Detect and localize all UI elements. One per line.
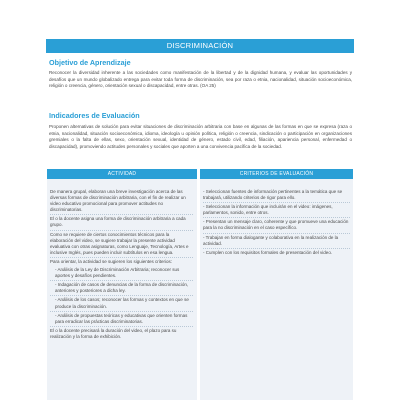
- criterio-item: - Seleccionan la información que incluirán en el video: imágenes, parlamentos, sonido, entre otros.: [203, 204, 350, 218]
- actividad-item: De manera grupal, elaboran una breve investigación acerca de las diversas formas de discriminación arbitraria, con el fin de realizar un video educativo promocional para promover actitudes no discriminatorias.: [50, 189, 193, 215]
- page-title: DISCRIMINACIÓN: [46, 39, 354, 53]
- criterio-item: - Trabajan en forma dialogante y colaborativa en la realización de la actividad.: [203, 235, 350, 249]
- actividad-header: ACTIVIDAD: [47, 169, 197, 179]
- actividad-item: Como se requiere de ciertos conocimientos técnicos para la elaboración del video, se sugiere trabajar la presente actividad evaluativa con otras asignaturas, como Lenguaje, Tecnología, Artes e inclusive Inglés, pues pueden incluir subtítulos en esa lengua.: [50, 232, 193, 258]
- actividad-list: [50, 189, 193, 342]
- criterios-list: [203, 189, 350, 258]
- actividad-item: Para orientar, la actividad se sugieren los siguientes criterios:: [50, 258, 173, 264]
- indicadores-heading: Indicadores de Evaluación: [49, 111, 140, 120]
- criterio-item: - Seleccionan fuentes de información pertinentes a la temática que se trabajará, utilizando criterios de rigor para ello.: [203, 189, 350, 203]
- criterios-header: CRITERIOS DE EVALUACIÓN: [200, 169, 353, 179]
- criterio-item: - Presentan un mensaje claro, coherente y que promueve una educación para la no discriminación en el caso específico.: [203, 219, 350, 233]
- criterio-item: - Cumplen con los requisitos formales de presentación del video.: [203, 249, 333, 255]
- actividad-criterion: - Análisis de los casos; reconocer las formas y contextos en que se produce la discriminación.: [50, 297, 193, 311]
- indicadores-text: Proponen alternativas de solución para evitar situaciones de discriminación arbitraria con base en algunas de las formas en que se expresa (raza o etnia, nacionalidad, situación socioeconómica, idioma, ideología u opinión política, religión o creencia, sindicación o participación en organizaciones gremiales o la falta de ellas, sexo, orientación sexual, identidad de género, estado civil, edad, filiación, apariencia personal, enfermedad o discapacidad), promoviendo actitudes personales y sociales que aporten a una convivencia pacífica de la sociedad.: [49, 124, 352, 149]
- actividad-item: El o la docente asigna una forma de discriminación arbitraria a cada grupo.: [50, 216, 193, 230]
- objetivo-heading: Objetivo de Aprendizaje: [49, 58, 131, 67]
- actividad-criterion: - Análisis de la Ley de Discriminación Arbitraria; reconocer sus aportes y desafíos pendientes.: [50, 267, 193, 281]
- actividad-criterion: - Análisis de propuestas teóricas y educativas que orienten formas para erradicar las prácticas discriminatorias.: [50, 313, 193, 327]
- objetivo-text: Reconocer la diversidad inherente a las sociedades como manifestación de la libertad y de la dignidad humana, y evaluar las oportunidades y desafíos que un mundo globalizado entrega para evitar toda forma de discriminación, sea por raza o etnia, nacionalidad, situación socioeconómica, religión o creencia, género, orientación sexual o discapacidad, entre otras. (OA 25): [49, 70, 352, 89]
- actividad-item: El o la docente precisará la duración del video, el plazo para su realización y la forma de exhibición.: [50, 327, 177, 339]
- actividad-criterion: - Indagación de casos de denuncias de la forma de discriminación, anteriores y posteriores a dicha ley.: [50, 282, 193, 296]
- evaluation-table: [47, 169, 353, 400]
